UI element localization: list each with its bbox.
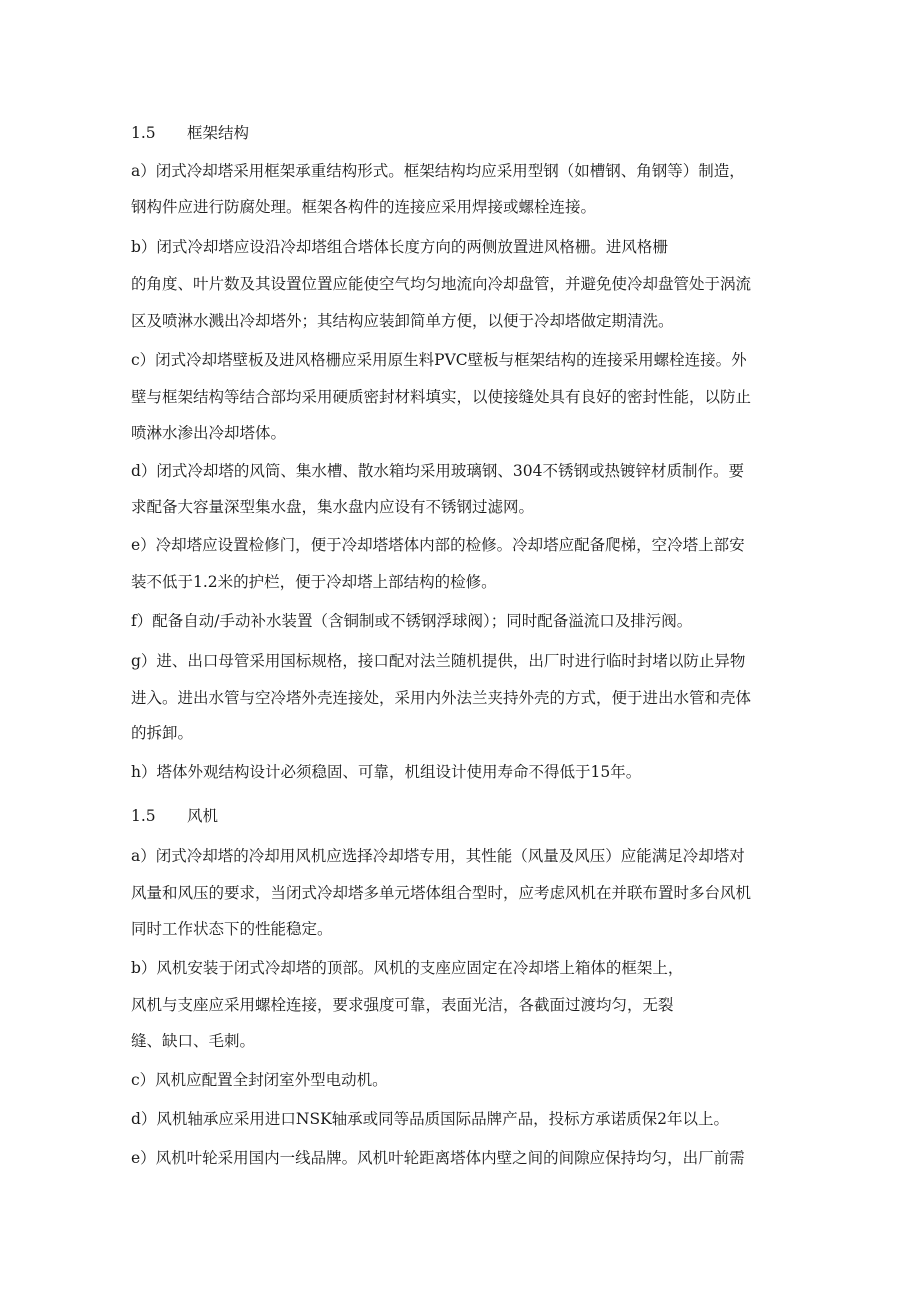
paragraph-line: 的角度、叶片数及其设置位置应能使空气均匀地流向冷却盘管，并避免使冷却盘管处于涡流 bbox=[131, 275, 752, 293]
paragraph-line: g）进、出口母管采用国标规格，接口配对法兰随机提供，出厂时进行临时封堵以防止异物 bbox=[131, 652, 746, 670]
paragraph-line: 的拆卸。 bbox=[131, 724, 194, 742]
paragraph-line: f）配备自动/手动补水装置（含铜制或不锈钢浮球阀）；同时配备溢流口及排污阀。 bbox=[131, 612, 693, 630]
section-title: 风机 bbox=[187, 807, 219, 825]
paragraph-line: 区及喷淋水溅出冷却塔外；其结构应装卸简单方便，以便于冷却塔做定期清洗。 bbox=[131, 312, 674, 330]
paragraph-line: 进入。进出水管与空冷塔外壳连接处，采用内外法兰夹持外壳的方式，便于进出水管和壳体 bbox=[131, 689, 752, 707]
paragraph-line: b）风机安装于闭式冷却塔的顶部。风机的支座应固定在冷却塔上箱体的框架上， bbox=[131, 959, 684, 977]
paragraph-line: 风量和风压的要求，当闭式冷却塔多单元塔体组合型时，应考虑风机在并联布置时多台风机 bbox=[131, 884, 752, 902]
section-heading bbox=[131, 123, 249, 143]
paragraph-line: h）塔体外观结构设计必须稳固、可靠，机组设计使用寿命不得低于15年。 bbox=[131, 763, 642, 781]
paragraph-line: d）闭式冷却塔的风筒、集水槽、散水箱均采用玻璃钢、304不锈钢或热镀锌材质制作。要 bbox=[131, 462, 745, 480]
paragraph-line: a）闭式冷却塔采用框架承重结构形式。框架结构均应采用型钢（如槽钢、角钢等）制造， bbox=[131, 162, 745, 180]
section-title: 框架结构 bbox=[187, 124, 250, 142]
paragraph-line: 风机与支座应采用螺栓连接，要求强度可靠，表面光洁，各截面过渡均匀，无裂 bbox=[131, 996, 674, 1014]
paragraph-line: c）闭式冷却塔壁板及进风格栅应采用原生料PVC壁板与框架结构的连接采用螺栓连接。外 bbox=[131, 351, 747, 369]
section-heading bbox=[131, 806, 218, 826]
paragraph-line: 同时工作状态下的性能稳定。 bbox=[131, 920, 333, 938]
paragraph-line: 喷淋水渗出冷却塔体。 bbox=[131, 424, 287, 442]
paragraph-line: d）风机轴承应采用进口NSK轴承或同等品质国际品牌产品，投标方承诺质保2年以上。 bbox=[131, 1110, 730, 1128]
paragraph-line: 求配备大容量深型集水盘，集水盘内应设有不锈钢过滤网。 bbox=[131, 498, 535, 516]
paragraph-line: 装不低于1.2米的护栏，便于冷却塔上部结构的检修。 bbox=[131, 573, 497, 591]
section-number: 1.5 bbox=[131, 124, 156, 142]
paragraph-line: 钢构件应进行防腐处理。框架各构件的连接应采用焊接或螺栓连接。 bbox=[131, 198, 597, 216]
paragraph-line: 缝、缺口、毛刺。 bbox=[131, 1032, 256, 1050]
paragraph-line: 壁与框架结构等结合部均采用硬质密封材料填实，以使接缝处具有良好的密封性能，以防止 bbox=[131, 388, 752, 406]
paragraph-line: c）风机应配置全封闭室外型电动机。 bbox=[131, 1071, 388, 1089]
paragraph-line: e）风机叶轮采用国内一线品牌。风机叶轮距离塔体内壁之间的间隙应保持均匀，出厂前需 bbox=[131, 1149, 745, 1167]
paragraph-line: e）冷却塔应设置检修门，便于冷却塔塔体内部的检修。冷却塔应配备爬梯，空冷塔上部安 bbox=[131, 536, 745, 554]
paragraph-line: a）闭式冷却塔的冷却用风机应选择冷却塔专用，其性能（风量及风压）应能满足冷却塔对 bbox=[131, 847, 745, 865]
paragraph-line: b）闭式冷却塔应设沿冷却塔组合塔体长度方向的两侧放置进风格栅。进风格栅 bbox=[131, 238, 668, 256]
section-number: 1.5 bbox=[131, 807, 156, 825]
